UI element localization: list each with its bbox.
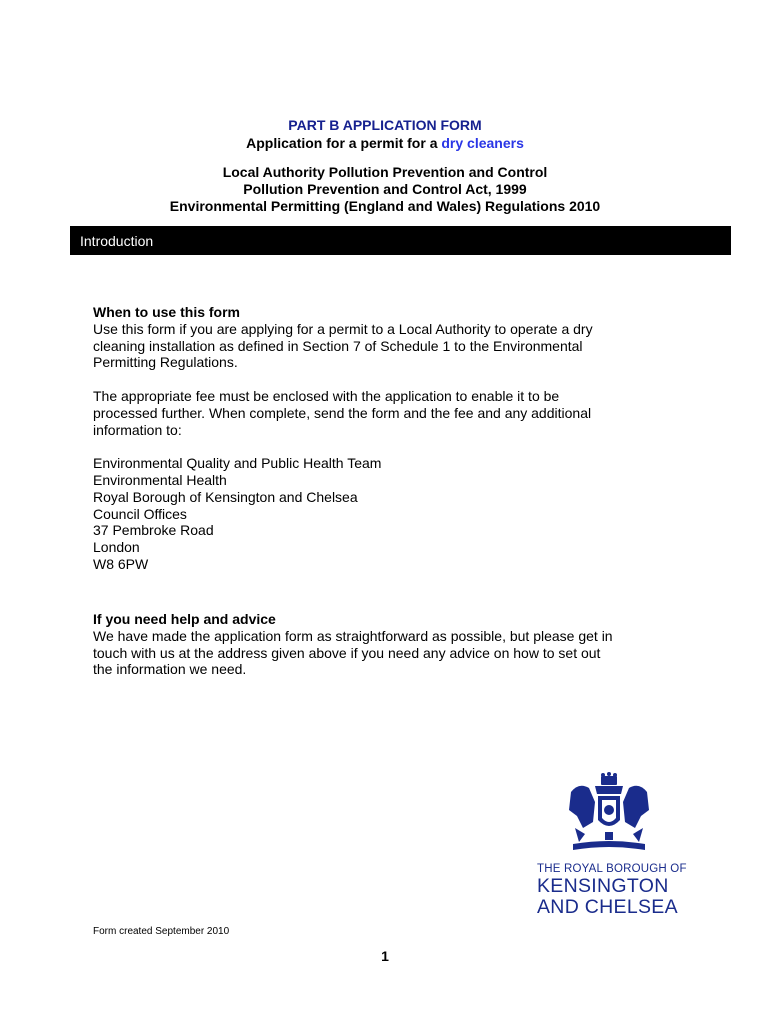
document-header [0, 116, 770, 215]
form-subtitle [0, 134, 770, 152]
text-line: Use this form if you are applying for a permit to a Local Authority to operate a dry [93, 320, 593, 337]
address-line: Council Offices [93, 505, 187, 522]
section-heading: If you need help and advice [93, 611, 276, 627]
section-heading: When to use this form [93, 304, 240, 320]
logo-line-small: THE ROYAL BOROUGH OF [537, 863, 687, 875]
address-line: W8 6PW [93, 555, 149, 572]
text-line: touch with us at the address given above if you need any advice on how to set out [93, 644, 601, 661]
address-line: 37 Pembroke Road [93, 522, 214, 539]
subtitle-highlight: dry cleaners [441, 135, 524, 151]
regulation-line: Local Authority Pollution Prevention and Control [222, 164, 548, 180]
text-line: the information we need. [93, 661, 247, 678]
borough-logo [537, 862, 687, 918]
paragraph [93, 321, 693, 371]
help-section [93, 611, 693, 678]
address-line: Environmental Health [93, 471, 227, 488]
paragraph [93, 388, 693, 438]
form-created-note: Form created September 2010 [93, 926, 230, 937]
text-line: processed further. When complete, send the form and the fee and any additional [93, 404, 592, 421]
page-number: 1 [381, 948, 389, 964]
part-title: PART B APPLICATION FORM [288, 117, 482, 133]
text-line: Permitting Regulations. [93, 354, 238, 371]
paragraph [93, 628, 693, 678]
logo-line-large: KENSINGTON [537, 875, 669, 897]
regulations-block [0, 164, 770, 215]
when-to-use-section [93, 304, 693, 573]
address-block [93, 455, 693, 573]
text-line: cleaning installation as defined in Section 7 of Schedule 1 to the Environmental [93, 337, 583, 354]
subtitle-prefix: Application for a permit for a [246, 135, 442, 151]
text-line: We have made the application form as straightforward as possible, but please get in [93, 627, 613, 644]
text-line: information to: [93, 421, 182, 438]
regulation-line: Pollution Prevention and Control Act, 1999 [243, 181, 527, 197]
logo-line-large: AND CHELSEA [537, 896, 678, 918]
borough-crest-icon [565, 772, 653, 857]
text-line: The appropriate fee must be enclosed with the application to enable it to be [93, 387, 560, 404]
section-bar-introduction: Introduction [70, 226, 731, 255]
address-line: London [93, 539, 140, 556]
regulation-line: Environmental Permitting (England and Wales) Regulations 2010 [169, 198, 601, 214]
address-line: Royal Borough of Kensington and Chelsea [93, 488, 358, 505]
address-line: Environmental Quality and Public Health Team [93, 455, 382, 472]
